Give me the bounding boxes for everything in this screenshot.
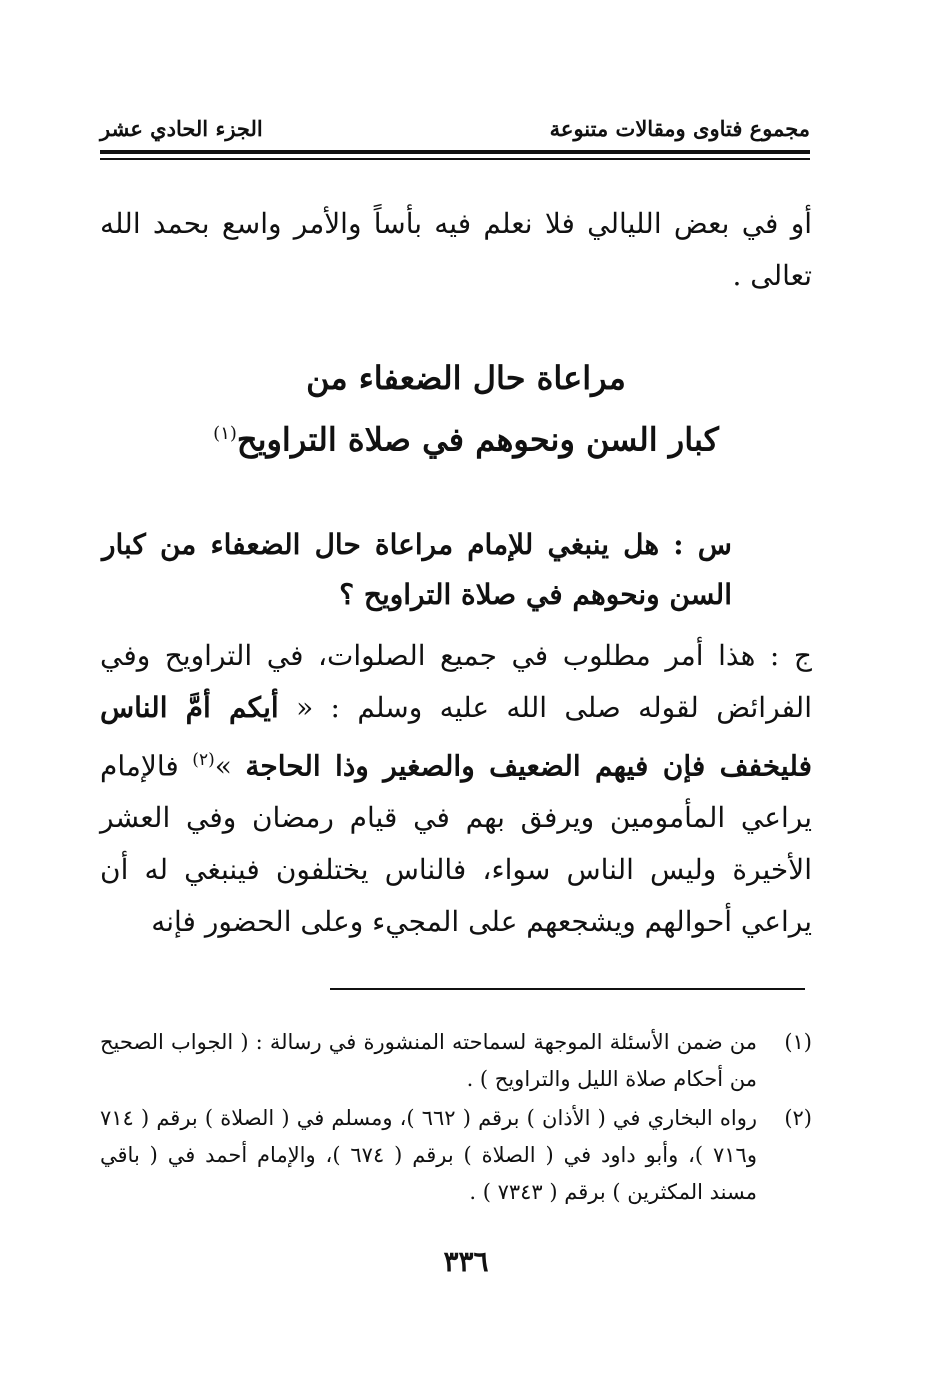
footnote-ref-2[interactable]: (٢)	[192, 750, 215, 770]
footnotes	[100, 1024, 812, 1213]
section-title-line2-text: كبار السن ونحوهم في صلاة التراويح	[236, 420, 719, 459]
footnote-text: من ضمن الأسئلة الموجهة لسماحته المنشورة في رسالة : ( الجواب الصحيح من أحكام صلاة الليل والتراويح ) .	[100, 1030, 757, 1091]
answer-continuation: فالإمام يراعي المأمومين ويرفق بهم في قيام رمضان وفي العشر الأخيرة وليس الناس سواء، فالناس يختلفون فينبغي له أن يراعي أحوالهم ويشجعهم على المجيء وعلى الحضور فإنه	[100, 749, 812, 939]
header-rule-thick	[100, 150, 810, 154]
hadith-close-quote: »	[214, 749, 232, 783]
hadith-quote: أيكم أمَّ الناس فليخفف فإن فيهم الضعيف والصغير وذا الحاجة	[100, 691, 812, 783]
footnote-item	[100, 1024, 812, 1098]
footnote-text: رواه البخاري في ( الأذان ) برقم ( ٦٦٢ )، ومسلم في ( الصلاة ) برقم ( ٧١٤ و٧١٦ )، وأبو داود في ( الصلاة ) برقم ( ٦٧٤ )، والإمام أحمد في ( باقي مسند المكثرين ) برقم ( ٧٣٤٣ ) .	[100, 1106, 757, 1204]
section-title-line1: مراعاة حال الضعفاء من	[306, 359, 626, 397]
header-rule-thin	[100, 158, 810, 160]
footnote-item	[100, 1100, 812, 1211]
page-number: ٣٣٦	[443, 1245, 489, 1278]
footnote-separator	[330, 988, 805, 990]
intro-paragraph: أو في بعض الليالي فلا نعلم فيه بأساً والأمر واسع بحمد الله تعالى .	[100, 207, 812, 292]
section-title	[0, 350, 932, 468]
book-title: مجموع فتاوى ومقالات متنوعة	[549, 116, 810, 141]
answer-intro: ج : هذا أمر مطلوب في جميع الصلوات، في التراويح وفي الفرائض لقوله صلى الله عليه وسلم : «	[100, 639, 812, 724]
volume-title: الجزء الحادي عشر	[100, 116, 263, 141]
section-title-line2	[0, 406, 932, 468]
question-paragraph: س : هل ينبغي للإمام مراعاة حال الضعفاء من كبار السن ونحوهم في صلاة التراويح ؟	[102, 528, 732, 611]
answer-paragraph	[100, 630, 812, 948]
footnote-number: (٢)	[784, 1106, 812, 1130]
footnote-number: (١)	[784, 1030, 812, 1054]
footnote-ref-1[interactable]: (١)	[213, 423, 237, 444]
